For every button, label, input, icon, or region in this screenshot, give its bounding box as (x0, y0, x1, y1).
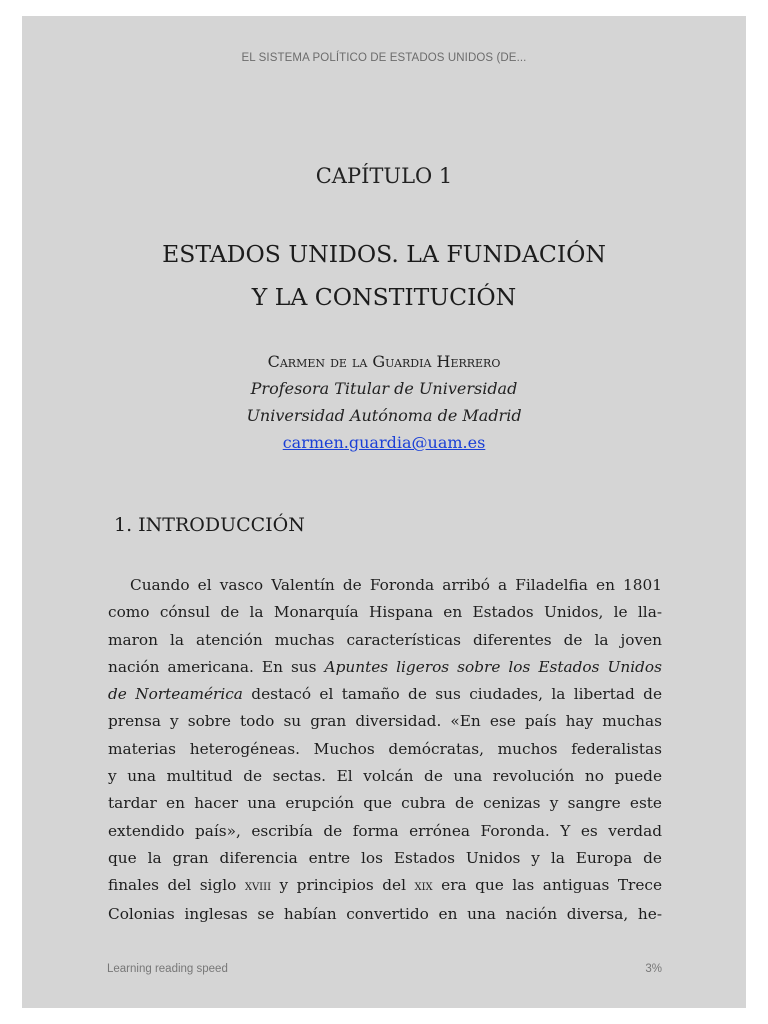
chapter-label: CAPÍTULO 1 (315, 164, 453, 188)
text-line (108, 790, 662, 817)
text-line (108, 572, 662, 599)
italic-text: de Norteamérica (108, 685, 243, 704)
text-line (108, 845, 662, 872)
text-line (108, 736, 662, 763)
text-run: tardar en hacer una erupción que cubra de cenizas y sangre este (108, 794, 662, 813)
small-caps-text: xix (414, 878, 433, 895)
text-run: prensa y sobre todo su gran diversidad. «En ese país hay muchas (108, 712, 662, 731)
text-run: era que las antiguas Trece (432, 876, 663, 895)
text-line (108, 818, 662, 845)
text-run: que la gran diferencia entre los Estados Unidos y la Europa de (108, 848, 662, 867)
author-email-link[interactable]: carmen.guardia@uam.es (282, 433, 486, 452)
running-header: EL SISTEMA POLÍTICO DE ESTADOS UNIDOS (DE... (241, 52, 527, 64)
text-line (108, 681, 662, 708)
text-line (108, 872, 662, 900)
chapter-title-line-1: ESTADOS UNIDOS. LA FUNDACIÓN (162, 240, 606, 268)
text-run: Colonias inglesas se habían convertido en una nación diversa, he- (108, 904, 662, 923)
text-line (108, 599, 662, 626)
text-line (108, 627, 662, 654)
author-name: Carmen de la Guardia Herrero (267, 352, 501, 371)
body-paragraph (108, 572, 662, 928)
text-line (108, 654, 662, 681)
italic-text: Apuntes ligeros sobre los Estados Unidos (324, 657, 662, 676)
text-line (108, 708, 662, 735)
text-line (108, 901, 662, 928)
text-run: maron la atención muchas características diferentes de la joven (108, 630, 662, 649)
text-run: nación americana. En sus (108, 657, 325, 676)
reading-progress: 3% (645, 963, 662, 975)
text-run: y una multitud de sectas. El volcán de una revolución no puede (108, 767, 662, 786)
text-run: Cuando el vasco Valentín de Foronda arribó a Filadelfia en 1801 (130, 576, 662, 594)
text-line (108, 763, 662, 790)
text-run: como cónsul de la Monarquía Hispana en Estados Unidos, le lla- (108, 603, 662, 622)
author-affiliation: Universidad Autónoma de Madrid (246, 406, 522, 425)
chapter-title (22, 233, 746, 319)
author-role: Profesora Titular de Universidad (250, 379, 518, 398)
text-run: extendido país», escribía de forma errónea Foronda. Y es verdad (108, 821, 662, 840)
text-run: finales del siglo (108, 876, 245, 895)
author-block (22, 348, 746, 456)
small-caps-text: xviii (244, 878, 272, 895)
text-run: materias heterogéneas. Muchos demócratas, muchos federalistas (108, 739, 662, 758)
text-run: y principios del (271, 876, 415, 895)
section-heading: 1. INTRODUCCIÓN (114, 514, 305, 536)
reading-speed-status: Learning reading speed (107, 963, 228, 975)
text-run: destacó el tamaño de sus ciudades, la libertad de (242, 685, 662, 704)
chapter-title-line-2: Y LA CONSTITUCIÓN (251, 283, 517, 311)
book-page[interactable] (22, 16, 746, 1008)
